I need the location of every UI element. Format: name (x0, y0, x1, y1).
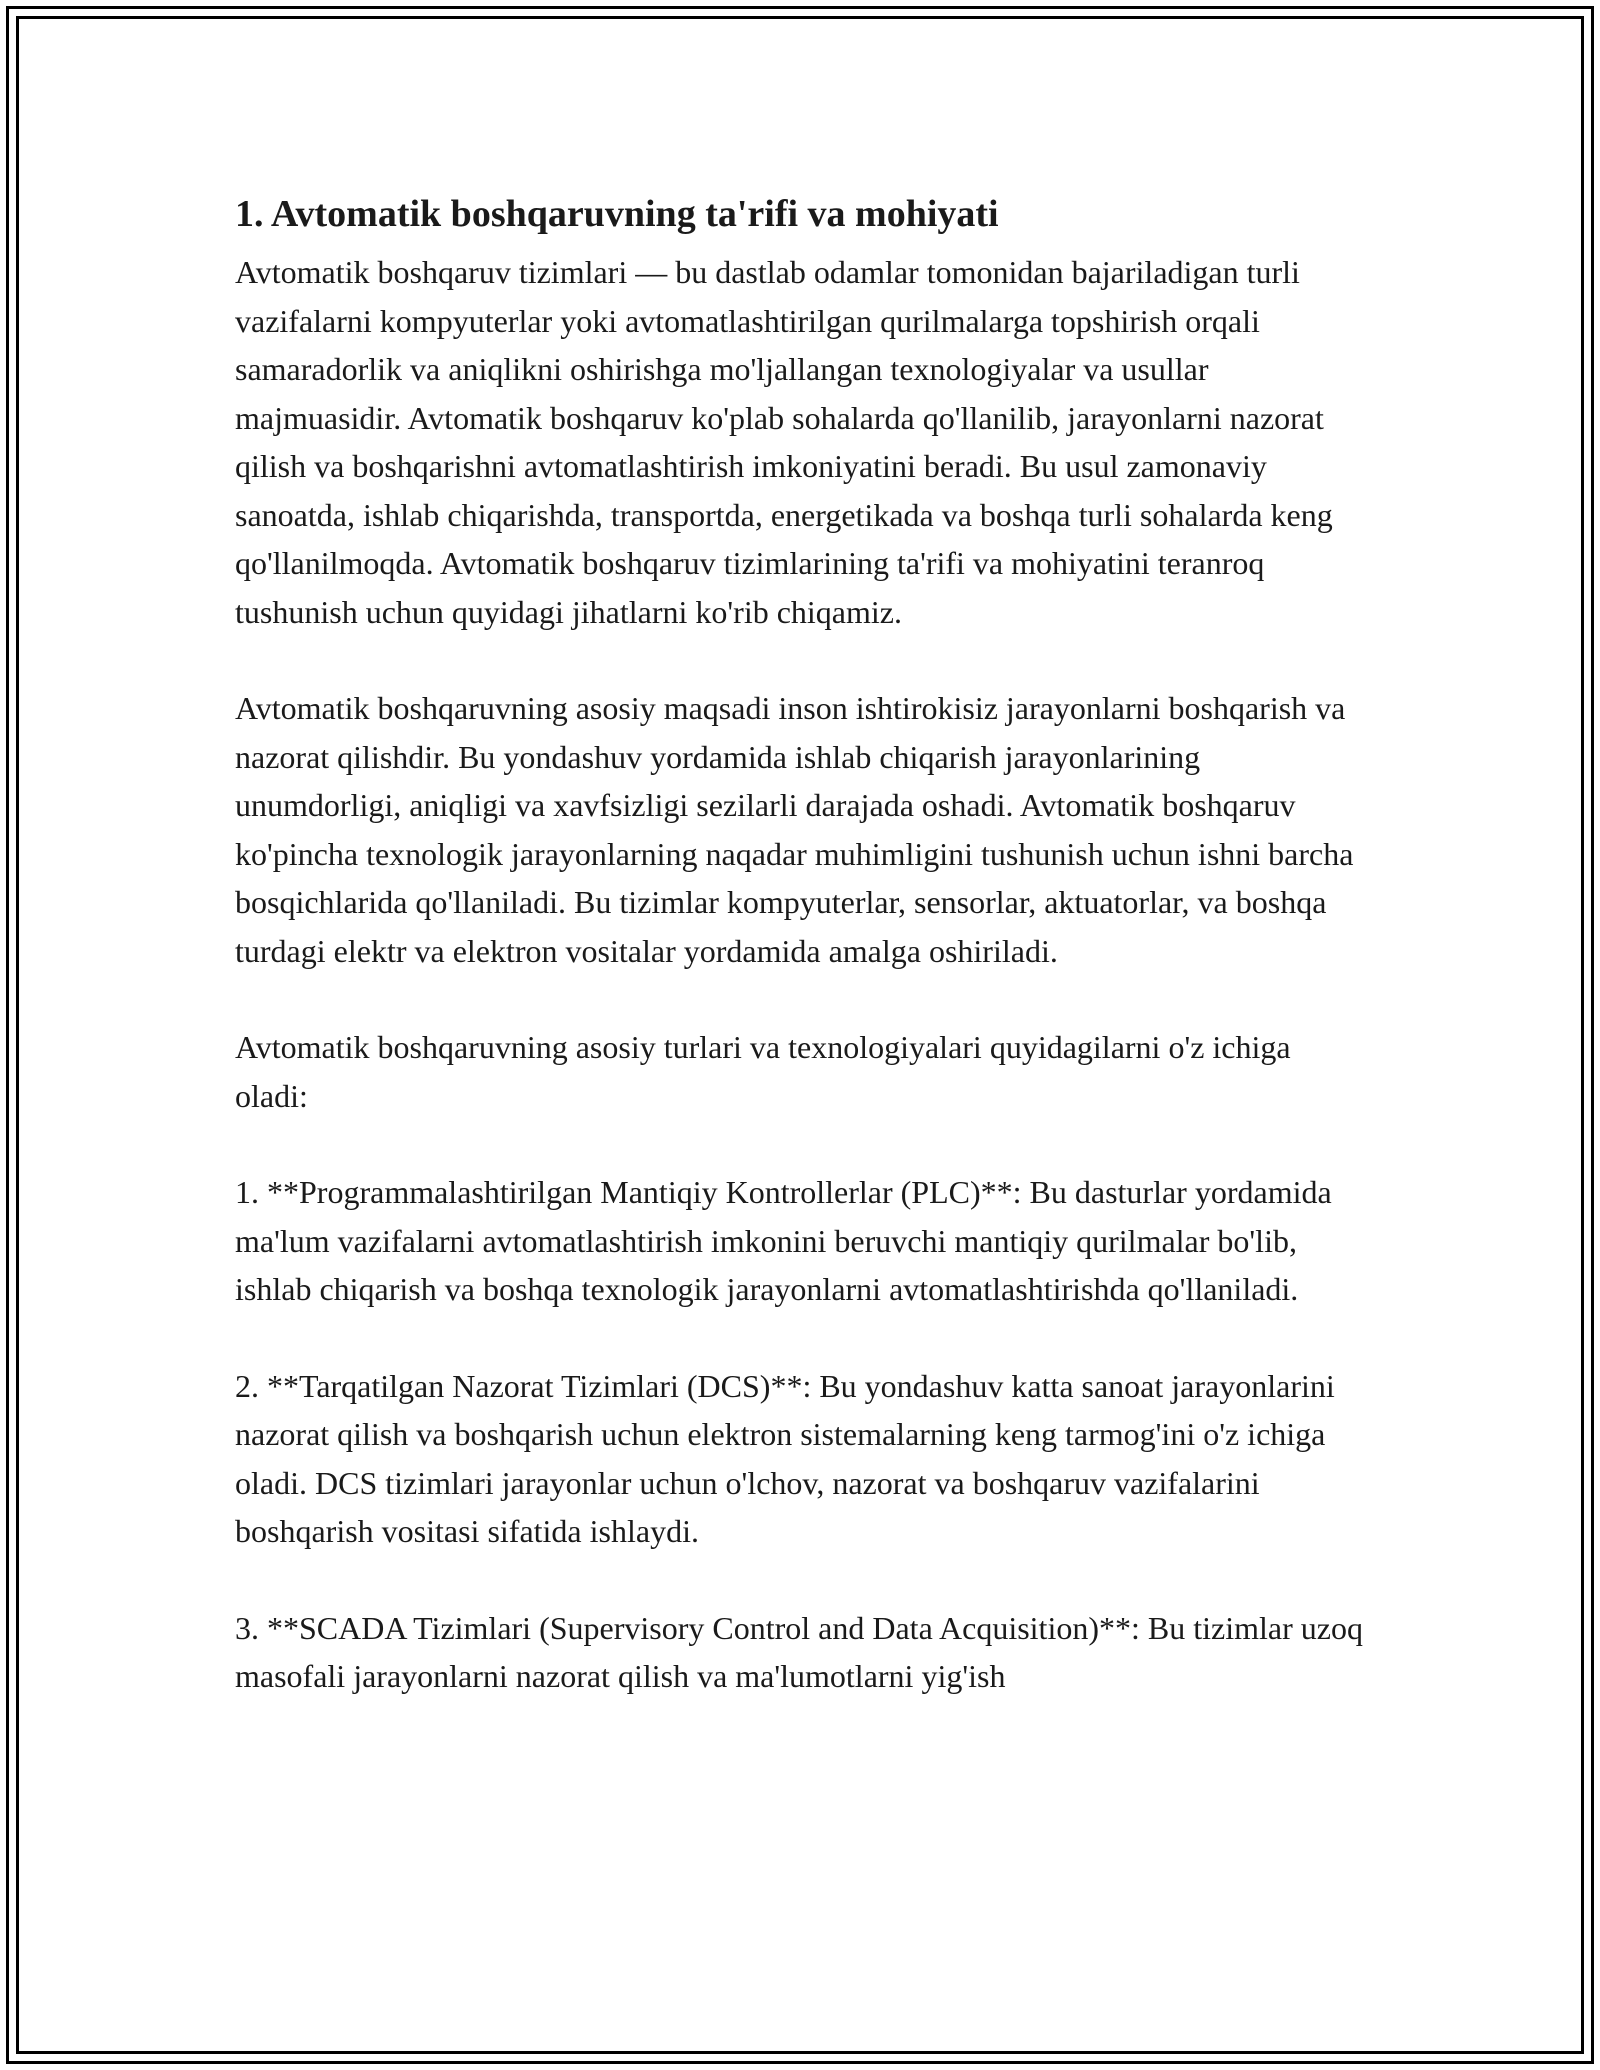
paragraph-types-intro: Avtomatik boshqaruvning asosiy turlari va texnologiyalari quyidagilarni o'z ichiga oladi: (235, 1029, 1291, 1114)
list-item-scada: 3. **SCADA Tizimlari (Supervisory Control and Data Acquisition)**: Bu tizimlar uzoq masofali jarayonlarni nazorat qilish va ma'lumotlarni yig'ish (235, 1609, 1363, 1694)
paragraph-purpose: Avtomatik boshqaruvning asosiy maqsadi inson ishtirokisiz jarayonlarni boshqarish va nazorat qilishdir. Bu yondashuv yordamida ishlab chiqarish jarayonlarining unumdorligi, aniqligi va xavfsizligi sezilarli darajada oshadi. Avtomatik boshqaruv ko'pincha texnologik jarayonlarning naqadar muhimligini tushunish uchun ishni barcha bosqichlarida qo'llaniladi. Bu tizimlar kompyuterlar, sensorlar, aktuatorlar, va boshqa turdagi elektr va elektron vositalar yordamida amalga oshiriladi. (235, 690, 1354, 969)
list-item-dcs: 2. **Tarqatilgan Nazorat Tizimlari (DCS)**: Bu yondashuv katta sanoat jarayonlarini nazorat qilish va boshqarish uchun elektron sistemalarning keng tarmog'ini o'z ichiga oladi. DCS tizimlari jarayonlar uchun o'lchov, nazorat va boshqaruv vazifalarini boshqarish vositasi sifatida ishlaydi. (235, 1367, 1335, 1549)
list-item-plc: 1. **Programmalashtirilgan Mantiqiy Kontrollerlar (PLC)**: Bu dasturlar yordamida ma'lum vazifalarni avtomatlashtirish imkonini beruvchi mantiqiy qurilmalar bo'lib, ishlab chiqarish va boshqa texnologik jarayonlarni avtomatlashtirishda qo'llaniladi. (235, 1174, 1332, 1307)
paragraph-definition: Avtomatik boshqaruv tizimlari — bu dastlab odamlar tomonidan bajariladigan turli vazifalarni kompyuterlar yoki avtomatlashtirilgan qurilmalarga topshirish orqali samaradorlik va aniqlikni oshirishga mo'ljallangan texnologiyalar va usullar majmuasidir. Avtomatik boshqaruv ko'plab sohalarda qo'llanilib, jarayonlarni nazorat qilish va boshqarishni avtomatlashtirish imkoniyatini beradi. Bu usul zamonaviy sanoatda, ishlab chiqarishda, transportda, energetikada va boshqa turli sohalarda keng qo'llanilmoqda. Avtomatik boshqaruv tizimlarining ta'rifi va mohiyatini teranroq tushunish uchun quyidagi jihatlarni ko'rib chiqamiz. (235, 254, 1333, 630)
document-body (235, 186, 1365, 1701)
section-heading: 1. Avtomatik boshqaruvning ta'rifi va mohiyati (235, 193, 999, 235)
